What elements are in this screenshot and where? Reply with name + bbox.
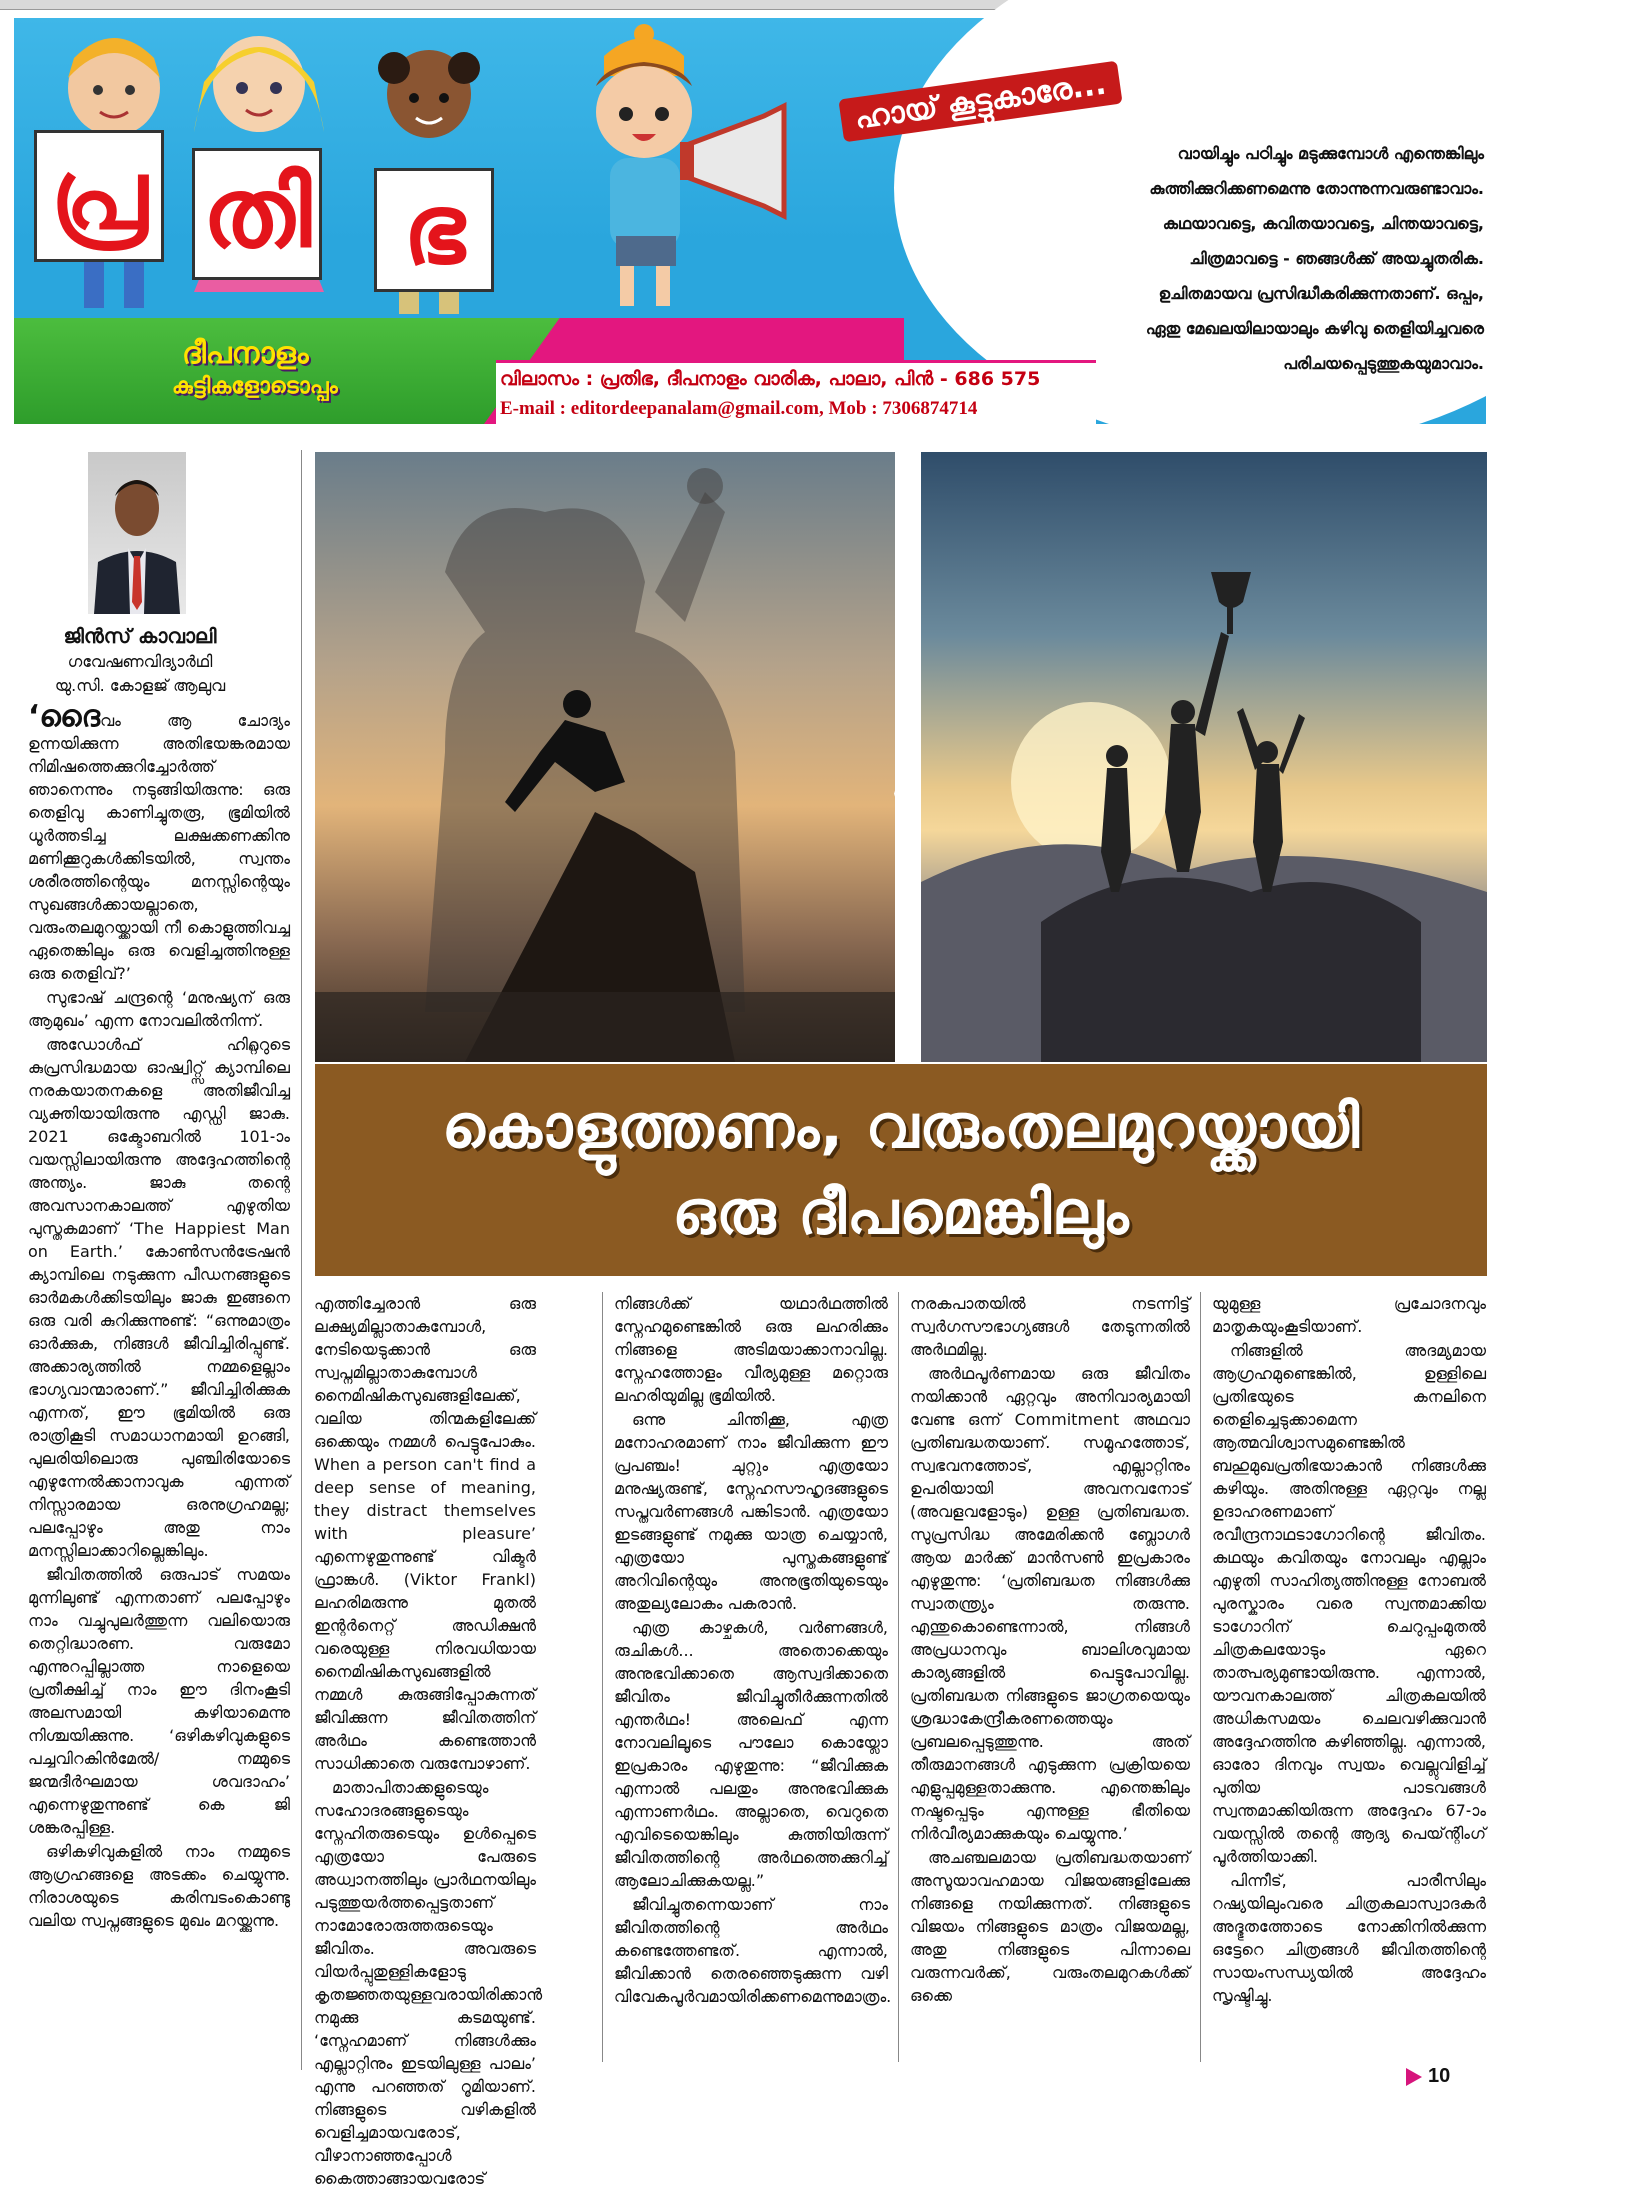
column-rule bbox=[898, 1292, 899, 2062]
drop-cap: ‘ദൈ bbox=[28, 699, 101, 734]
megaphone-girl-icon bbox=[534, 26, 864, 326]
article-paragraph: മാതാപിതാക്കളുടെയും സഹോദരങ്ങളുടെയും സ്നേഹിതരുടെയും ഉൾപ്പെടെ എത്രയോ പേരുടെ അധ്വാനത്തിലും പ്രാർഥനയിലും പടുത്തുയർത്തപ്പെട്ടതാണ് നാമോരോരുത്തരുടെയും ജീവിതം. അവരുടെ വിയർപ്പുതുള്ളികളോടു കൃതജ്ഞതയുള്ളവരായിരിക്കാൻ നമുക്കു കടമയുണ്ട്. ‘സ്നേഹമാണ് നിങ്ങൾക്കും എല്ലാറ്റിനും ഇടയിലുള്ള പാലം’ എന്നു പറഞ്ഞത് റൂമിയാണ്. നിങ്ങളുടെ വഴികളിൽ വെളിച്ചമായവരോട്, വീഴാനാഞ്ഞപ്പോൾ കൈത്താങ്ങായവരോട് bbox=[314, 1778, 543, 2188]
author-name: ജിൻസ് കാവാലി bbox=[63, 624, 217, 648]
logo-letter-1: പ്ര bbox=[34, 130, 164, 262]
intro-line: കുത്തിക്കുറിക്കണമെന്നു തോന്നുന്നവരുണ്ടാവാം. bbox=[1149, 179, 1484, 198]
article-paragraph: എത്ര കാഴ്ചകൾ, വർണങ്ങൾ, രുചികൾ... അതൊക്കെയും അനുഭവിക്കാതെ ആസ്വദിക്കാതെ ജീവിതം ജീവിച്ചുതീർക്കുന്നതിൽ എന്തർഥം! അലെഫ് എന്ന നോവലിലൂടെ പൗലോ കൊയ്ലോ ഇപ്രകാരം എഴുതുന്നു: “ജീവിക്കുക എന്നാൽ പലതും അനുഭവിക്കുക എന്നാണർഥം. അല്ലാതെ, വെറുതെ എവിടെയെങ്കിലും കുത്തിയിരുന്ന് ജീവിതത്തിന്റെ അർഥത്തെക്കുറിച്ച് ആലോചിക്കുകയല്ല.” bbox=[614, 1618, 888, 1890]
article-paragraph: ഒന്നു ചിന്തിക്കൂ, എത്ര മനോഹരമാണ് നാം ജീവിക്കുന്ന ഈ പ്രപഞ്ചം! ചുറ്റും എത്രയോ മനുഷ്യരുണ്ട്, സ്നേഹസൗഹൃദങ്ങളുടെ സപ്തവർണങ്ങൾ പങ്കിടാൻ. എത്രയോ ഇടങ്ങളുണ്ട് നമുക്കു യാത്ര ചെയ്യാൻ, എത്രയോ പുസ്തകങ്ങളുണ്ട് അറിവിന്റെയും അനുഭൂതിയുടെയും അതുല്യലോകം പകരാൻ. bbox=[614, 1410, 888, 1613]
article-photo bbox=[315, 452, 1487, 1062]
article-paragraph: യുമുള്ള പ്രചോദനവും മാതൃകയുംകൂടിയാണ്. bbox=[1212, 1294, 1486, 1336]
column-rule bbox=[602, 1292, 603, 2062]
intro-line: ഉചിതമായവ പ്രസിദ്ധീകരിക്കുന്നതാണ്. ഒപ്പം, bbox=[1158, 284, 1484, 303]
article-paragraph: ഒഴികഴിവുകളിൽ നാം നമ്മുടെ ആഗ്രഹങ്ങളെ അടക്കം ചെയ്യുന്നു. നിരാശയുടെ കരിമ്പടംകൊണ്ടു വലിയ സ്വപ്നങ്ങളുടെ മുഖം മറയ്ക്കുന്നു. bbox=[28, 1842, 290, 1930]
article-paragraph: നരകപാതയിൽ നടന്നിട്ട് സ്വർഗസൗഭാഗ്യങ്ങൾ തേടുന്നതിൽ അർഥമില്ല. bbox=[910, 1294, 1190, 1359]
article-paragraph: നിങ്ങളിൽ അദമ്യമായ ആഗ്രഹമുണ്ടെങ്കിൽ, ഉള്ളിലെ പ്രതിഭയുടെ കനലിനെ തെളിച്ചെടുക്കാമെന്ന ആത്മവിശ്വാസമുണ്ടെങ്കിൽ ബഹുമുഖപ്രതിഭയാകാൻ നിങ്ങൾക്കു കഴിയും. അതിനുള്ള ഏറ്റവും നല്ല ഉദാഹരണമാണ് രവീന്ദ്രനാഥടാഗോറിന്റെ ജീവിതം. കഥയും കവിതയും നോവലും എല്ലാം എഴുതി സാഹിത്യത്തിനുള്ള നോബൽ പുരസ്കാരം വരെ സ്വന്തമാക്കിയ ടാഗോറിന് ചെറുപ്പംമുതൽ ചിത്രകലയോടും ഏറെ താത്പര്യമുണ്ടായിരുന്നു. എന്നാൽ, യൗവനകാലത്ത് ചിത്രകലയിൽ അധികസമയം ചെലവഴിക്കുവാൻ അദ്ദേഹത്തിനു കഴിഞ്ഞില്ല. എന്നാൽ, ഓരോ ദിനവും സ്വയം വെല്ലുവിളിച്ച് പുതിയ പാടവങ്ങൾ സ്വന്തമാക്കിയിരുന്ന അദ്ദേഹം 67-ാം വയസ്സിൽ തന്റെ ആദ്യ പെയ്ന്റിംഗ് പൂർത്തിയാക്കി. bbox=[1212, 1341, 1486, 1866]
page-arrow-icon bbox=[1406, 2068, 1422, 2086]
article-paragraph: എത്തിച്ചേരാൻ ഒരു ലക്ഷ്യമില്ലാതാകുമ്പോൾ, നേടിയെടുക്കാൻ ഒരു സ്വപ്നമില്ലാതാകുമ്പോൾ നൈമിഷികസുഖങ്ങളിലേക്ക്, വലിയ തിന്മകളിലേക്ക് ഒക്കെയും നമ്മൾ പെട്ടുപോകും. When a person can't find a deep sense of meaning, they distract themselves with pleasure’ എന്നെഴുതുന്നുണ്ട് വിക്ടർ ഫ്രാങ്കൾ. (Viktor Frankl) ലഹരിമരുന്നു മുതൽ ഇന്റർനെറ്റ് അഡിക്ഷൻ വരെയുള്ള നിരവധിയായ നൈമിഷികസുഖങ്ങളിൽ നമ്മൾ കുരുങ്ങിപ്പോകുന്നത് ജീവിക്കുന്ന ജീവിതത്തിന് അർഥം കണ്ടെത്താൻ സാധിക്കാതെ വരുമ്പോഴാണ്. bbox=[314, 1294, 536, 1773]
headline-line-2: ഒരു ദീപമെങ്കിലും bbox=[672, 1178, 1130, 1248]
intro-line: പരിചയപ്പെടുത്തുകയുമാവാം. bbox=[1283, 354, 1484, 373]
logo-title: ദീപനാളം bbox=[182, 336, 309, 371]
page-number: 10 bbox=[1428, 2065, 1451, 2087]
greeting-label: ഹായ് കൂട്ടുകാരേ... bbox=[838, 61, 1122, 143]
intro-line: ചിത്രമാവട്ടെ - ഞങ്ങൾക്ക് അയച്ചുതരിക. bbox=[1189, 249, 1484, 268]
article-headline bbox=[315, 1064, 1487, 1276]
contact-line: E-mail : editordeepanalam@gmail.com, Mob : 7306874714 bbox=[500, 398, 978, 419]
author-photo bbox=[88, 452, 186, 614]
article-column-2 bbox=[314, 1292, 543, 2191]
article-paragraph: പിന്നീട്, പാരീസിലും റഷ്യയിലുംവരെ ചിത്രകലാസ്വാദകർ അദ്ഭുതത്തോടെ നോക്കിനിൽക്കുന്ന ഒട്ടേറെ ചിത്രങ്ങൾ ജീവിതത്തിന്റെ സായംസന്ധ്യയിൽ അദ്ദേഹം സൃഷ്ടിച്ചു. bbox=[1212, 1871, 1486, 2005]
logo-subtitle: കുട്ടികളോടൊപ്പം bbox=[172, 374, 338, 399]
intro-line: കഥയാവട്ടെ, കവിതയാവട്ടെ, ചിന്തയാവട്ടെ, bbox=[1162, 214, 1484, 233]
pratibha-banner bbox=[14, 18, 1486, 424]
article-column-3 bbox=[614, 1292, 892, 2009]
article-paragraph: അഡോൾഫ് ഹിറ്റ്ലറുടെ കുപ്രസിദ്ധമായ ഓഷ്വിറ്റ്സ് ക്യാമ്പിലെ നരകയാതനകളെ അതിജീവിച്ച വ്യക്തിയായിരുന്നു എഡ്ഡി ജാകു. 2021 ഒക്ടോബറിൽ 101-ാം വയസ്സിലായിരുന്നു അദ്ദേഹത്തിന്റെ അന്ത്യം. ജാകു തന്റെ അവസാനകാലത്ത് എഴുതിയ പുസ്തകമാണ് ‘The Happiest Man on Earth.’ കോൺസൻട്രേഷൻ ക്യാമ്പിലെ നടുക്കുന്ന പീഡനങ്ങളുടെ ഓർമകൾക്കിടയിലും ജാകു ഇങ്ങനെ ഒരു വരി കുറിക്കുന്നുണ്ട്: “ഒന്നുമാത്രം ഓർക്കുക, നിങ്ങൾ ജീവിച്ചിരിപ്പുണ്ട്. അക്കാര്യത്തിൽ നമ്മളെല്ലാം ഭാഗ്യവാന്മാരാണ്.” ജീവിച്ചിരിക്കുക എന്നത്, ഈ ഭൂമിയിൽ ഒരു രാത്രികൂടി സമാധാനമായി ഉറങ്ങി, പുലരിയിലൊരു പുഞ്ചിരിയോടെ എഴുന്നേൽക്കാനാവുക എന്നത് നിസ്സാരമായ ഒരനുഗ്രഹമല്ല; പലപ്പോഴും അതു നാം മനസ്സിലാക്കാറില്ലെങ്കിലും. bbox=[28, 1035, 290, 1560]
article-column-4 bbox=[910, 1292, 1190, 2008]
article-paragraph: അചഞ്ചലമായ പ്രതിബദ്ധതയാണ് അസൂയാവഹമായ വിജയങ്ങളിലേക്കു നിങ്ങളെ നയിക്കുന്നത്. നിങ്ങളുടെ വിജയം നിങ്ങളുടെ മാത്രം വിജയമല്ല, അതു നിങ്ങളുടെ പിന്നാലെ വരുന്നവർക്ക്, വരുംതലമുറകൾക്ക് ഒക്കെ bbox=[910, 1848, 1190, 2005]
intro-line: ഏതു മേഖലയിലായാലും കഴിവു തെളിയിച്ചവരെ bbox=[1145, 319, 1484, 338]
article-column-1 bbox=[28, 699, 290, 1933]
headline-line-1: കൊളുത്തണം, വരുംതലമുറയ്ക്കായി bbox=[441, 1092, 1361, 1162]
climber-photo bbox=[315, 452, 895, 1062]
intro-text bbox=[1044, 136, 1484, 381]
intro-line: വായിച്ചും പഠിച്ചും മടുക്കുമ്പോൾ എന്തെങ്കിലും bbox=[1177, 144, 1484, 163]
article-paragraph: സുഭാഷ് ചന്ദ്രന്റെ ‘മനുഷ്യന് ഒരു ആമുഖം’ എന്ന നോവലിൽനിന്ന്. bbox=[28, 988, 290, 1030]
article-paragraph: ജീവിതത്തിൽ ഒരുപാട് സമയം മുന്നിലുണ്ട് എന്നതാണ് പലപ്പോഴും നാം വച്ചുപുലർത്തുന്ന വലിയൊരു തെറ്റിദ്ധാരണ. വരുമോ എന്നുറപ്പില്ലാത്ത നാളെയെ പ്രതീക്ഷിച്ച് നാം ഈ ദിനംകൂടി അലസമായി കഴിയാമെന്നു നിശ്ചയിക്കുന്നു. ‘ഒഴികഴിവുകളുടെ പച്ചവിറകിൻമേൽ/ നമ്മുടെ ജന്മദീർഘമായ ശവദാഹം’ എന്നെഴുതുന്നുണ്ട് കെ ജി ശങ്കരപ്പിള്ള. bbox=[28, 1565, 290, 1837]
column-rule bbox=[1200, 1292, 1201, 2062]
article-paragraph: ജീവിച്ചുതന്നെയാണ് നാം ജീവിതത്തിന്റെ അർഥം കണ്ടെത്തേണ്ടത്. എന്നാൽ, ജീവിക്കാൻ തെരഞ്ഞെടുക്കുന്ന വഴി വിവേകപൂർവമായിരിക്കണമെന്നുമാത്രം. bbox=[614, 1895, 892, 2006]
author-institution: യു.സി. കോളജ് ആലുവ bbox=[54, 676, 226, 695]
column-rule bbox=[301, 450, 302, 2070]
postal-address: വിലാസം : പ്രതിഭ, ദീപനാളം വാരിക, പാലാ, പിൻ - 686 575 bbox=[500, 368, 1041, 390]
logo-letter-2: തി bbox=[192, 148, 322, 280]
author-role: ഗവേഷണവിദ്യാർഥി bbox=[67, 652, 213, 671]
victory-photo bbox=[921, 452, 1487, 1062]
article-paragraph: നിങ്ങൾക്ക് യഥാർഥത്തിൽ സ്നേഹമുണ്ടെങ്കിൽ ഒരു ലഹരിക്കും നിങ്ങളെ അടിമയാക്കാനാവില്ല. സ്നേഹത്തോളം വീര്യമുള്ള മറ്റൊരു ലഹരിയുമില്ല ഭൂമിയിൽ. bbox=[614, 1294, 888, 1405]
logo-letter-3: ഭ bbox=[374, 168, 494, 292]
article-paragraph: അർഥപൂർണമായ ഒരു ജീവിതം നയിക്കാൻ ഏറ്റവും അനിവാര്യമായി വേണ്ട ഒന്ന് Commitment അഥവാ പ്രതിബദ്ധതയാണ്. സമൂഹത്തോട്, സ്വഭവനത്തോട്, എല്ലാറ്റിനും ഉപരിയായി അവനവനോട് (അവളവളോടും) ഉള്ള പ്രതിബദ്ധത. സുപ്രസിദ്ധ അമേരിക്കൻ ബ്ലോഗർ ആയ മാർക്ക് മാൻസൺ ഇപ്രകാരം എഴുതുന്നു: ‘പ്രതിബദ്ധത നിങ്ങൾക്കു സ്വാതന്ത്ര്യം തരുന്നു. എന്തുകൊണ്ടെന്നാൽ, നിങ്ങൾ അപ്രധാനവും ബാലിശവുമായ കാര്യങ്ങളിൽ പെട്ടുപോവില്ല. പ്രതിബദ്ധത നിങ്ങളുടെ ജാഗ്രതയെയും ശ്രദ്ധാകേന്ദ്രീകരണത്തെയും പ്രബലപ്പെടുത്തുന്നു. അത് തീരുമാനങ്ങൾ എടുക്കുന്ന പ്രക്രിയയെ എളുപ്പമുള്ളതാക്കുന്നു. എന്തെങ്കിലും നഷ്ടപ്പെടും എന്നുള്ള ഭീതിയെ നിർവീര്യമാക്കുകയും ചെയ്യുന്നു.’ bbox=[910, 1364, 1190, 1843]
article-column-5 bbox=[1212, 1292, 1486, 2008]
article-paragraph: ‘ദൈവം ആ ചോദ്യം ഉന്നയിക്കുന്ന അതിഭയങ്കരമായ നിമിഷത്തെക്കുറിച്ചോർത്ത് ഞാനെന്നും നടുങ്ങിയിരുന്നു: ഒരു തെളിവു കാണിച്ചുതരൂ, ഭൂമിയിൽ ധൂർത്തടിച്ച ലക്ഷക്കണക്കിനു മണിക്കൂറുകൾക്കിടയിൽ, സ്വന്തം ശരീരത്തിന്റെയും മനസ്സിന്റെയും സുഖങ്ങൾക്കായല്ലാതെ, വരുംതലമുറയ്ക്കായി നീ കൊളുത്തിവച്ച ഏതെങ്കിലും ഒരു വെളിച്ചത്തിനുള്ള ഒരു തെളിവ്?’ bbox=[28, 699, 290, 983]
